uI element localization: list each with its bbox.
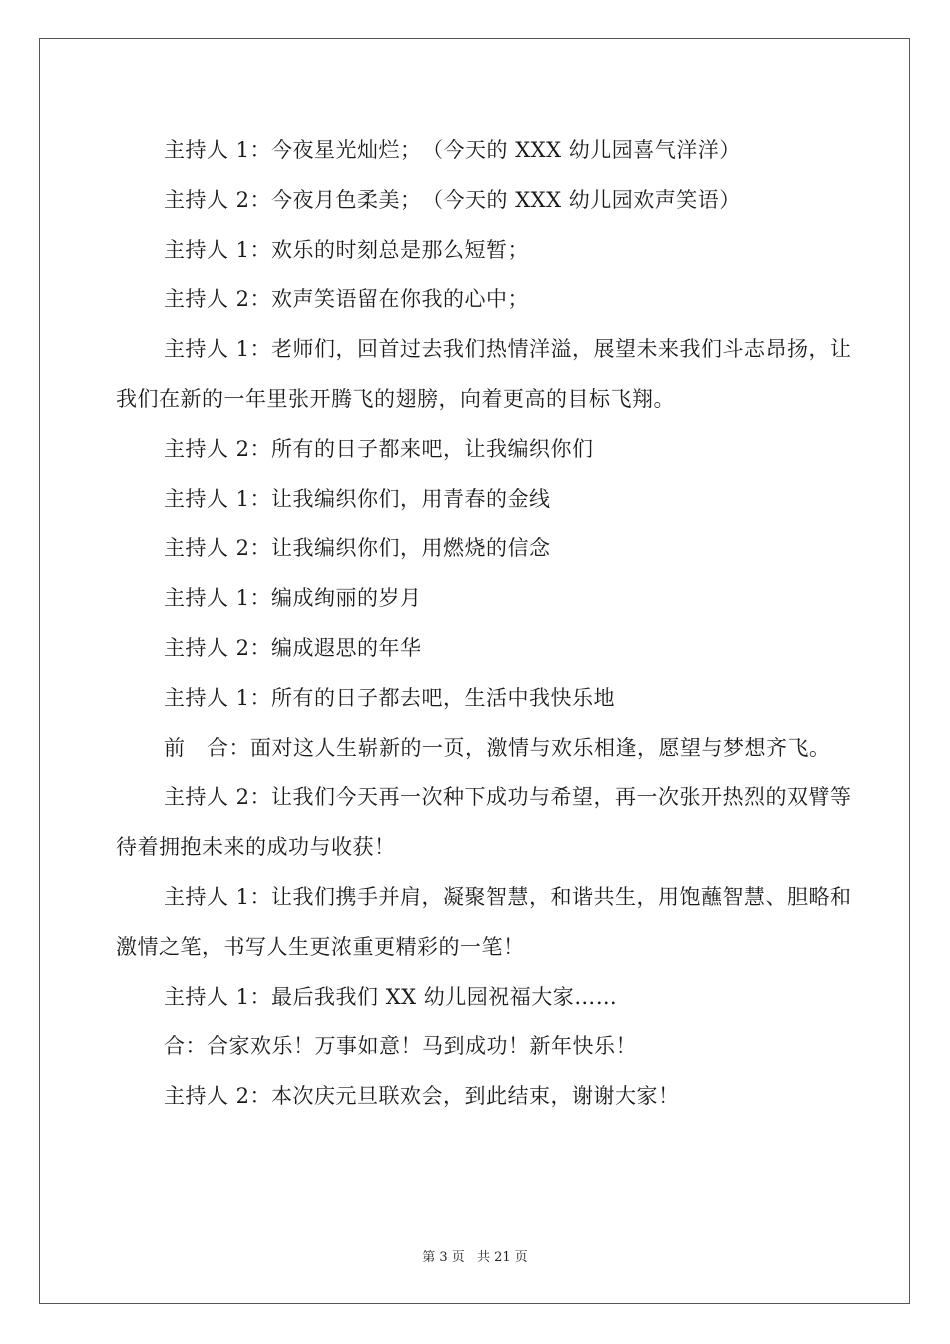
document-body xyxy=(116,126,856,1122)
paragraph: 前 合：面对这人生崭新的一页，激情与欢乐相逢，愿望与梦想齐飞。 xyxy=(164,735,831,760)
paragraph: 主持人 2：欢声笑语留在你我的心中； xyxy=(164,287,530,312)
page-total: 共 21 页 xyxy=(476,1250,528,1265)
paragraph: 主持人 1：老师们，回首过去我们热情洋溢，展望未来我们斗志昂扬，让我们在新的一年里张开腾飞的翅膀，向着更高的目标飞翔。 xyxy=(116,337,852,411)
paragraph: 主持人 1：编成绚丽的岁月 xyxy=(164,586,422,611)
paragraph: 主持人 1：最后我我们 XX 幼儿园祝福大家…… xyxy=(164,984,618,1009)
paragraph: 合：合家欢乐！万事如意！马到成功！新年快乐！ xyxy=(164,1034,637,1059)
paragraph: 主持人 2：所有的日子都来吧，让我编织你们 xyxy=(164,436,594,461)
page-footer xyxy=(0,1246,950,1265)
paragraph: 主持人 1：让我编织你们，用青春的金线 xyxy=(164,486,551,511)
paragraph: 主持人 2：今夜月色柔美； （今天的 XXX 幼儿园欢声笑语） xyxy=(164,187,741,212)
paragraph: 主持人 2：让我编织你们，用燃烧的信念 xyxy=(164,536,551,561)
paragraph: 主持人 1：今夜星光灿烂； （今天的 XXX 幼儿园喜气洋洋） xyxy=(164,138,741,162)
paragraph: 主持人 2：本次庆元旦联欢会，到此结束，谢谢大家！ xyxy=(164,1084,680,1109)
paragraph: 主持人 1：所有的日子都去吧，生活中我快乐地 xyxy=(164,685,616,710)
page-number: 第 3 页 xyxy=(422,1250,465,1265)
paragraph: 主持人 1：欢乐的时刻总是那么短暂； xyxy=(164,237,530,262)
paragraph: 主持人 2：让我们今天再一次种下成功与希望，再一次张开热烈的双臂等待着拥抱未来的成功与收获！ xyxy=(116,785,852,860)
paragraph: 主持人 2：编成遐思的年华 xyxy=(164,635,422,660)
paragraph: 主持人 1：让我们携手并肩，凝聚智慧，和谐共生，用饱蘸智慧、胆略和激情之笔，书写人生更浓重更精彩的一笔！ xyxy=(116,884,852,959)
